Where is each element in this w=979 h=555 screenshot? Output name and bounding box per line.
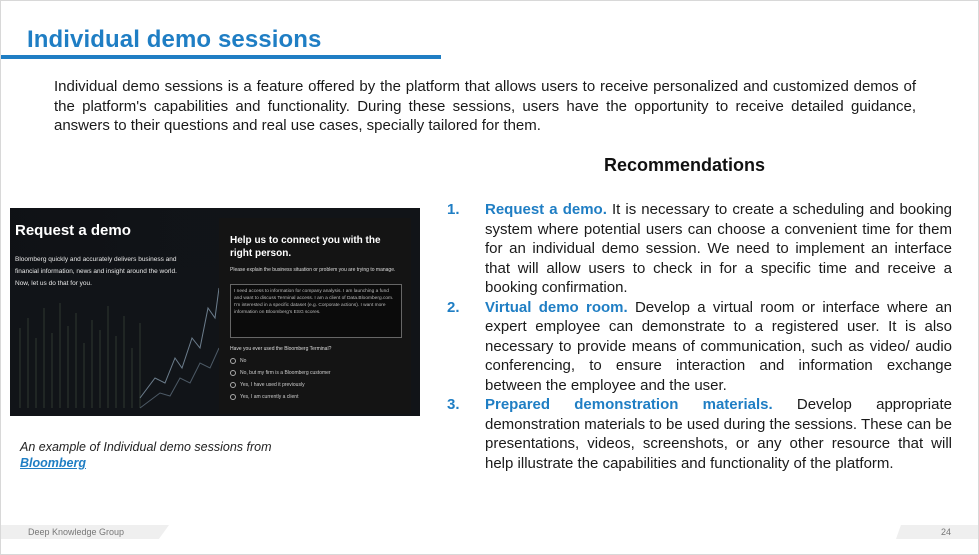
demo-form-prompt: Please explain the business situation or problem you are trying to manage. bbox=[230, 267, 396, 273]
demo-form-option bbox=[230, 394, 298, 400]
demo-image-description: Bloomberg quickly and accurately delivers business and financial information, news and insight around the world. Now, let us do that for you. bbox=[15, 256, 177, 287]
recommendation-item bbox=[447, 200, 952, 298]
recommendation-lead: Prepared demonstration materials. bbox=[485, 396, 773, 413]
title-underline bbox=[1, 55, 441, 59]
recommendation-number: 1. bbox=[447, 201, 460, 218]
demo-form-textarea bbox=[230, 284, 402, 338]
recommendation-lead: Request a demo. bbox=[485, 201, 607, 218]
recommendations-list bbox=[447, 200, 952, 473]
image-caption bbox=[20, 439, 280, 471]
recommendation-number: 2. bbox=[447, 298, 460, 316]
demo-form-panel bbox=[219, 218, 411, 414]
demo-form-option-label: Yes, I am currently a client bbox=[240, 394, 299, 400]
demo-form-textarea-text: I need access to information for company analysis. I am launching a fund and want to discuss Terminal access. I am a client of Data.Bloomberg.com. I'm interested in a specific dataset (e.g. Corporate actions). I want more information on Bloomberg's ESG scores. bbox=[234, 289, 394, 315]
demo-form-question: Have you ever used the Bloomberg Terminal? bbox=[230, 346, 332, 352]
recommendation-text: It is necessary to create a scheduling and booking system where potential users can choose a convenient time for them for an individual demo session. We need to implement an interface that will allow users to check in for a specific time and receive a booking confirmation. bbox=[485, 201, 953, 296]
demo-form-option-label: No, but my firm is a Bloomberg customer bbox=[240, 370, 331, 376]
demo-form-option-label: No bbox=[240, 358, 247, 364]
caption-text: An example of Individual demo sessions from bbox=[20, 440, 272, 454]
recommendation-text: Develop a virtual room or interface where an expert employee can demonstrate to a registered user. It is also necessary to provide means of communication, such as video/ audio conferencing, to ensure interaction and information exchange between the employee and the user. bbox=[485, 298, 952, 394]
demo-form-title: Help us to connect you with the right person. bbox=[230, 235, 381, 259]
radio-icon bbox=[230, 370, 236, 376]
radio-icon bbox=[230, 382, 236, 388]
radio-icon bbox=[230, 358, 236, 364]
demo-form-option-label: Yes, I have used it previously bbox=[240, 382, 305, 388]
recommendation-text: Develop appropriate demonstration materials to be used during the sessions. These can be presentations, videos, screenshots, or any other resource that will help illustrate the capabilities and functionality of the platform. bbox=[485, 396, 952, 472]
intro-paragraph: Individual demo sessions is a feature offered by the platform that allows users to receive personalized and customized demos of the platform's capabilities and functionality. During these sessions, users have the opportunity to receive detailed guidance, answers to their questions and real use cases, specially tailored for them. bbox=[54, 78, 916, 134]
recommendation-item bbox=[447, 395, 952, 473]
page-number: 24 bbox=[941, 527, 952, 537]
recommendation-lead: Virtual demo room. bbox=[485, 298, 628, 316]
recommendation-number: 3. bbox=[447, 396, 460, 413]
demo-form-option bbox=[230, 358, 246, 364]
slide-title: Individual demo sessions bbox=[27, 26, 322, 53]
recommendations-heading: Recommendations bbox=[604, 155, 766, 175]
radio-icon bbox=[230, 394, 236, 400]
demo-form-option bbox=[230, 382, 305, 388]
bloomberg-demo-screenshot bbox=[10, 208, 420, 416]
footer-right-bar bbox=[896, 525, 978, 539]
bloomberg-link[interactable]: Bloomberg bbox=[20, 456, 86, 470]
demo-form-option bbox=[230, 370, 331, 376]
demo-image-title: Request a demo bbox=[15, 222, 131, 239]
recommendation-item bbox=[447, 298, 952, 396]
footer-company: Deep Knowledge Group bbox=[28, 527, 125, 537]
